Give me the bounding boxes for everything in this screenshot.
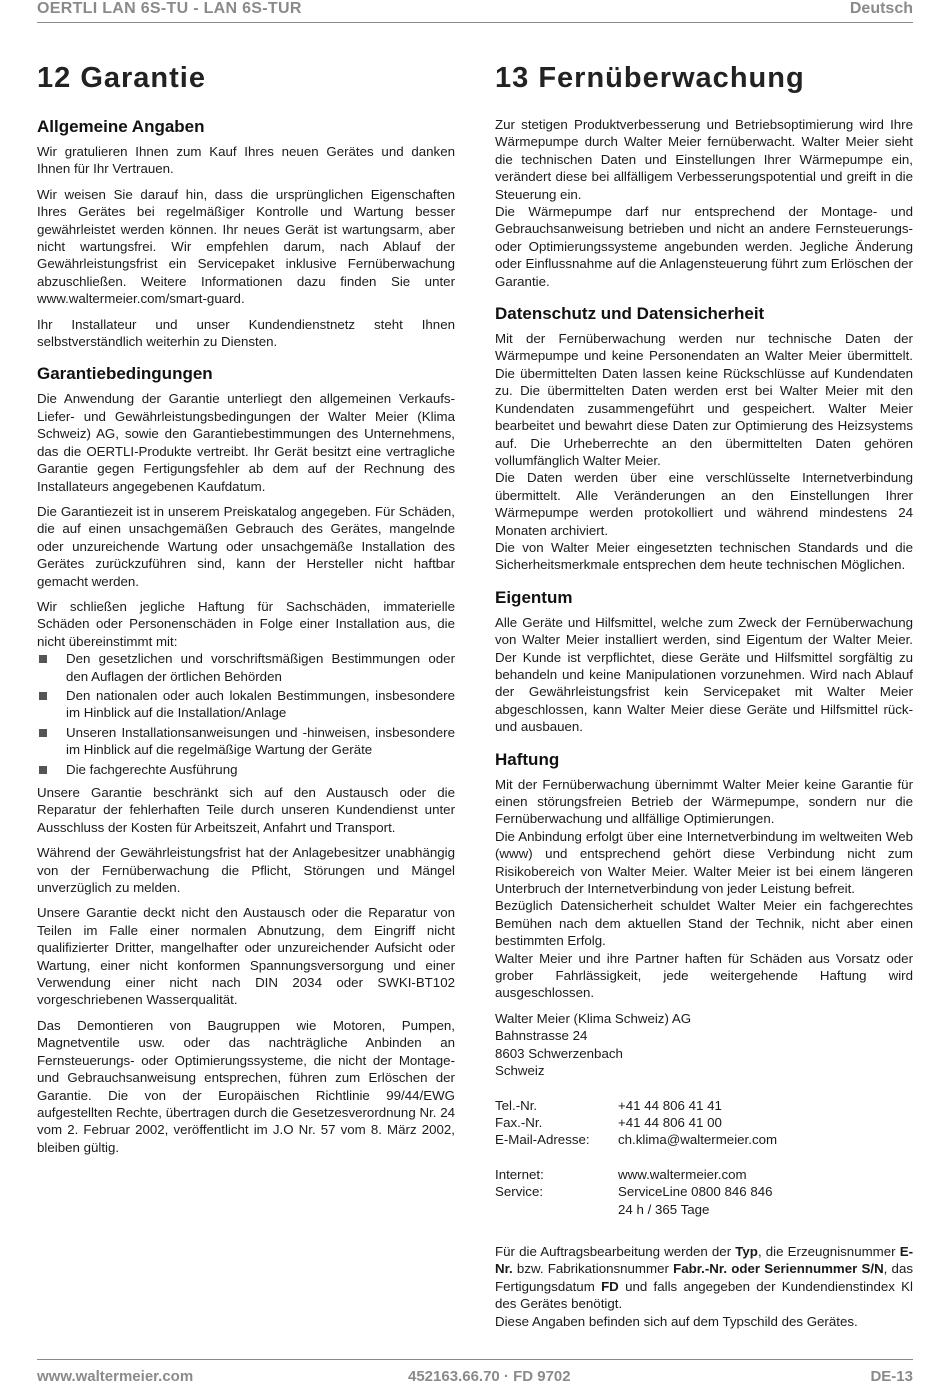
contact-label: Internet: [495,1166,544,1182]
list-item [37,650,455,685]
bullet-square-icon [39,766,47,774]
address-line: Schweiz [495,1063,545,1079]
paragraph: Die Anwendung der Garantie unterliegt den allgemeinen Verkaufs-Liefer- und Gewährleistungsbedingungen der Walter Meier (Klima Schweiz) AG, sowie den Garantiebestimmungen des Unternehmens, das die OERTLI-Produkte vertreibt. Ihr Gerät besitzt eine vertragliche Garantie gegen Fertigungsfehler ab dem auf der Rechnung des Installateurs angegebenen Kaufdatum. [37,391,455,494]
paragraph: Das Demontieren von Baugruppen wie Motoren, Pumpen, Magnetventile usw. oder das nachträgliche Anbinden an Fernsteuerungs- oder Optimierungssysteme, die nicht der Montage- und Gebrauchsanweisung entsprechen, führen zum Erlöschen der Garantie. Die von der Europäischen Richtlinie 99/44/EWG aufgestellten Rechte, übertragen durch die Gesetzesverordnung Nr. 24 vom 2. Februar 2002, veröffentlicht im J.O Nr. 57 vom 8. März 2002, bleiben gültig. [37,1017,455,1155]
list-item-text: Den gesetzlichen und vorschriftsmäßigen Bestimmungen oder den Auflagen der örtlichen Behörden [66,651,455,684]
contact-label: Tel.-Nr. [495,1097,538,1113]
order-info-paragraph: Für die Auftragsbearbeitung werden der Typ, die Erzeugnisnummer E-Nr. bzw. Fabrikationsnummer Fabr.-Nr. oder Seriennummer S/N, das Fertigungsdatum FD und falls angegeben der Kundendienstindex Kl des Gerätes benötigt. [495,1243,914,1312]
section-heading: Allgemeine Angaben [37,117,205,136]
list-item [37,687,455,722]
contact-value: www.waltermeier.com [618,1166,747,1182]
section-allgemeine-angaben [37,116,455,350]
header-language: Deutsch [849,0,913,17]
contact-value: ch.klima@waltermeier.com [618,1132,778,1148]
right-column [495,58,913,1338]
paragraph: Bezüglich Datensicherheit schuldet Walter Meier ein fachgerechtes Bemühen nach dem aktuellen Stand der Technik, nicht aber einen bestimmten Erfolg. [495,898,913,949]
paragraph: Zur stetigen Produktverbesserung und Betriebsoptimierung wird Ihre Wärmepumpe durch Walter Meier fernüberwacht. Walter Meier sieht die technischen Daten und Einstellungen Ihrer Wärmepumpe ein, verändert diese bei allfälligem Verbesserungspotential und greift in die Steuerung ein. [495,117,913,202]
page-footer [37,1359,913,1386]
list-item [37,724,455,759]
footer-document-number: 452163.66.70 · FD 9702 [408,1368,571,1385]
paragraph: Die Wärmepumpe darf nur entsprechend der Montage- und Gebrauchsanweisung betrieben und nicht an andere Fernsteuerungs- oder Optimierungssysteme angebunden werden. Jegliche Änderung oder Einflussnahme auf die Anlagensteuerung führt zum Erlöschen der Garantie. [495,204,913,289]
bullet-square-icon [39,692,47,700]
paragraph: Unsere Garantie deckt nicht den Austausch oder die Reparatur von Teilen im Falle einer normalen Abnutzung, dem Eingriff nicht qualifizierter Dritter, mangelhafter oder unzureichender Aufsicht oder Wartung, einer nicht konformen Spannungsversorgung und einer Verwendung einer nicht nach DIN 2034 oder SWKI-BT102 vorgeschriebenen Wasserqualität. [37,905,455,1008]
paragraph: Unsere Garantie beschränkt sich auf den Austausch oder die Reparatur der fehlerhaften Teile durch unseren Kundendienst unter Ausschluss der Kosten für Arbeitszeit, Anfahrt und Transport. [37,785,455,835]
condition-list [37,650,455,778]
paragraph: Mit der Fernüberwachung werden nur technische Daten der Wärmepumpe und keine Personendaten an Walter Meier übermittelt. Die übermittelten Daten lassen keine Rückschlüsse auf Kundendaten zu. Die übermittelten Daten werden erst bei Walter Meier mit den Kundendaten zusammengeführt und gespeichert. Walter Meier bearbeitet und bewahrt diese Daten zur Optimierung des Heizsystems auf. Die Urheberrechte an den übermittelten Daten gehören vollumfänglich Walter Meier. [495,331,913,468]
list-item-text: Die fachgerechte Ausführung [66,761,238,777]
section-haftung [495,749,913,1002]
section-heading: Garantiebedingungen [37,364,213,384]
list-item-text: Unseren Installationsanweisungen und -hinweisen, insbesondere im Hinblick auf die regelmäßige Wartung der Geräte [66,724,455,758]
contact-label: Service: [495,1184,544,1200]
company-address [495,1010,913,1080]
paragraph: Mit der Fernüberwachung übernimmt Walter Meier keine Garantie für einen störungsfreien Betrieb der Wärmepumpe, sondern nur die Fernüberwachung und allfällige Optimierungen. [495,776,913,827]
list-item [37,761,455,778]
contact-row-email [495,1131,913,1148]
section-garantiebedingungen [37,363,455,1156]
address-line: Bahnstrasse 24 [495,1028,588,1044]
contact-value: +41 44 806 41 00 [618,1114,722,1130]
left-column [37,58,455,1164]
bullet-square-icon [39,729,47,737]
contact-label: Fax.-Nr. [495,1114,543,1130]
paragraph: Die Garantiezeit ist in unserem Preiskatalog angegeben. Für Schäden, die auf einen unsachgemäßen Gebrauch des Gerätes, mangelnde oder unzureichende Wartung oder unsachgemäße Installation des Gerätes zurückzuführen sind, kann der Hersteller nicht haftbar gemacht werden. [37,503,455,589]
section-datenschutz [495,303,913,574]
contact-row-fax [495,1114,913,1131]
address-line: 8603 Schwerzenbach [495,1045,623,1061]
contact-value: 24 h / 365 Tage [618,1201,710,1217]
paragraph: Wir gratulieren Ihnen zum Kauf Ihres neuen Gerätes und danken Ihnen für Ihr Vertrauen. [37,144,455,177]
paragraph: Diese Angaben befinden sich auf dem Typschild des Gerätes. [495,1313,858,1329]
paragraph: Die Daten werden über eine verschlüsselte Internetverbindung übermittelt. Alle Veränderungen an den Einstellungen Ihrer Wärmepumpe werden protokolliert und während mindestens 24 Monaten archiviert. [495,470,913,538]
section-heading: Haftung [495,749,560,769]
paragraph: Wir weisen Sie darauf hin, dass die ursprünglichen Eigenschaften Ihres Gerätes bei regelmäßiger Kontrolle und Wartung besser gewährleistet werden können. Ihr neues Gerät ist wartungsarm, aber nicht wartungsfrei. Wir empfehlen darum, nach Ablauf der Gewährleistungsfrist ein Servicepaket inklusive Fernüberwachung abzuschließen. Weitere Informationen dazu finden Sie unter www.waltermeier.com/smart-guard. [37,186,455,307]
paragraph: Alle Geräte und Hilfsmittel, welche zum Zweck der Fernüberwachung von Walter Meier installiert werden, sind Eigentum der Walter Meier. Der Kunde ist verpflichtet, diese Geräte und Hilfsmittel sorgfältig zu behandeln und keine Manipulationen vorzunehmen. Wird nach Ablauf der Gewährleistungsfrist kein Servicepaket mit Walter Meier abgeschlossen, kann Walter Meier diese Geräte und Hilfsmittel rück- und ausbauen. [495,614,913,735]
paragraph: Ihr Installateur und unser Kundendienstnetz steht Ihnen selbstverständlich weiterhin zu Diensten. [37,316,455,350]
paragraph: Die von Walter Meier eingesetzten technischen Standards und die Sicherheitsmerkmale entsprechen dem heute technischen Möglichen. [495,539,913,573]
contact-row-hours [495,1201,913,1218]
header-title: OERTLI LAN 6S-TU - LAN 6S-TUR [37,0,302,17]
contact-label: E-Mail-Adresse: [495,1132,590,1148]
paragraph: Während der Gewährleistungsfrist hat der Anlagebesitzer unabhängig von der Fernüberwachung die Pflicht, Störungen und Mängel unverzüglich zu melden. [37,845,455,896]
bullet-square-icon [39,655,47,663]
contact-row-service [495,1183,913,1200]
section-eigentum [495,587,913,736]
chapter-title-garantie: 12 Garantie [37,62,206,94]
contact-value: ServiceLine 0800 846 846 [618,1184,773,1200]
contact-block [495,1097,913,1218]
page-header [37,0,913,23]
footer-website: www.waltermeier.com [37,1368,194,1385]
section-heading: Eigentum [495,587,573,607]
paragraph: Wir schließen jegliche Haftung für Sachschäden, immaterielle Schäden oder Personenschäden in Folge einer Installation aus, die nicht übereinstimmt mit: [37,598,455,649]
chapter-title-fernueberwachung: 13 Fernüberwachung [495,62,805,94]
contact-row-internet [495,1166,913,1183]
contact-value: +41 44 806 41 41 [618,1097,722,1113]
paragraph: Walter Meier und ihre Partner haften für Schäden aus Vorsatz oder grober Fahrlässigkeit, jede weitergehende Haftung wird ausgeschlossen. [495,950,913,1001]
list-item-text: Den nationalen oder auch lokalen Bestimmungen, insbesondere im Hinblick auf die Installation/Anlage [66,687,455,721]
footer-page-number: DE-13 [870,1368,913,1385]
contact-row-phone [495,1097,913,1114]
address-line: Walter Meier (Klima Schweiz) AG [495,1010,692,1026]
section-heading: Datenschutz und Datensicherheit [495,304,765,324]
paragraph: Die Anbindung erfolgt über eine Internetverbindung im weltweiten Web (www) und entsprechend gehört diese Verbindung nicht zum Risikobereich von Walter Meier. Walter Meier ist bei einem längeren Unterbruch der Internetverbindung von jeder Leistung befreit. [495,828,913,897]
